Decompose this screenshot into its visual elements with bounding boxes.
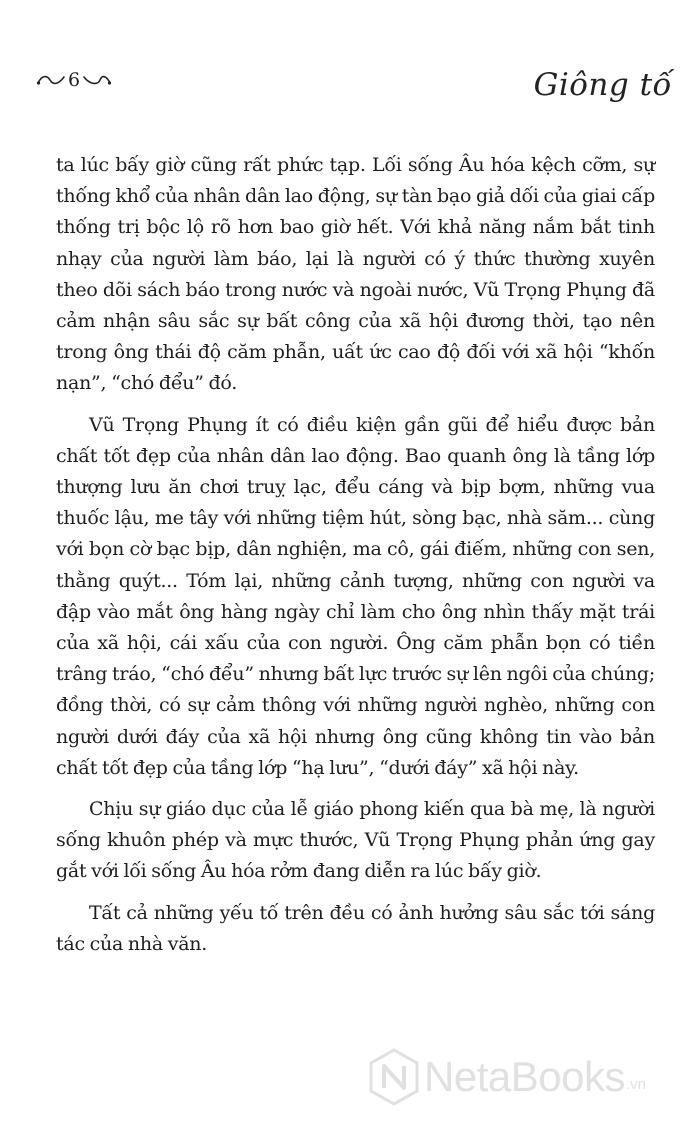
netabooks-watermark (368, 1047, 646, 1107)
paragraph: Vũ Trọng Phụng ít có điều kiện gần gũi để hiểu được bản chất tốt đẹp của nhân dân lao động. Bao quanh ông là tầng lớp thượng lưu ăn chơi truỵ lạc, đểu cáng và bịp bợm, những vua thuốc lậu, me tây với những tiệm hút, sòng bạc, nhà săm... cùng với bọn cờ bạc bịp, dân nghiện, ma cô, gái điếm, những con sen, thằng quýt... Tóm lại, những cảnh tượng, những con người va đập vào mắt ông hàng ngày chỉ làm cho ông nhìn thấy mặt trái của xã hội, cái xấu của con người. Ông căm phẫn bọn có tiền trâng tráo, “chó đểu” nhưng bất lực trước sự lên ngôi của chúng; đồng thời, có sự cảm thông với những người nghèo, những con người dưới đáy của xã hội nhưng ông cũng không tin vào bản chất tốt đẹp của tầng lớp “hạ lưu”, “dưới đáy” xã hội này. (56, 413, 655, 779)
running-book-title: Giông tố (533, 67, 672, 103)
paragraph: Chịu sự giáo dục của lễ giáo phong kiến qua bà mẹ, là người sống khuôn phép và mực thước, Vũ Trọng Phụng phản ứng gay gắt với lối sống Âu hóa rởm đang diễn ra lúc bấy giờ. (56, 798, 655, 883)
netabooks-logo-icon (368, 1048, 420, 1106)
paragraph: Tất cả những yếu tố trên đều có ảnh hưởng sâu sắc tới sáng tác của nhà văn. (56, 901, 655, 955)
paragraph-continuation: ta lúc bấy giờ cũng rất phức tạp. Lối sống Âu hóa kệch cỡm, sự thống khổ của nhân dân lao động, sự tàn bạo giả dối của giai cấp thống trị bộc lộ rõ hơn bao giờ hết. Với khả năng nắm bắt tinh nhạy của người làm báo, lại là người có ý thức thường xuyên theo dõi sách báo trong nước và ngoài nước, Vũ Trọng Phụng đã cảm nhận sâu sắc sự bất công của xã hội đương thời, tạo nên trong ông thái độ căm phẫn, uất ức cao độ đối với xã hội “khốn nạn”, “chó đểu” đó. (56, 154, 655, 395)
page-header (0, 0, 700, 120)
page-number: 6 (68, 68, 81, 91)
watermark-suffix: .vn (625, 1076, 646, 1093)
right-swash-icon (82, 72, 112, 88)
page-number-ornament (36, 66, 112, 94)
watermark-brand: NetaBooks (424, 1053, 625, 1100)
body-text (56, 150, 655, 970)
left-swash-icon (36, 72, 66, 88)
